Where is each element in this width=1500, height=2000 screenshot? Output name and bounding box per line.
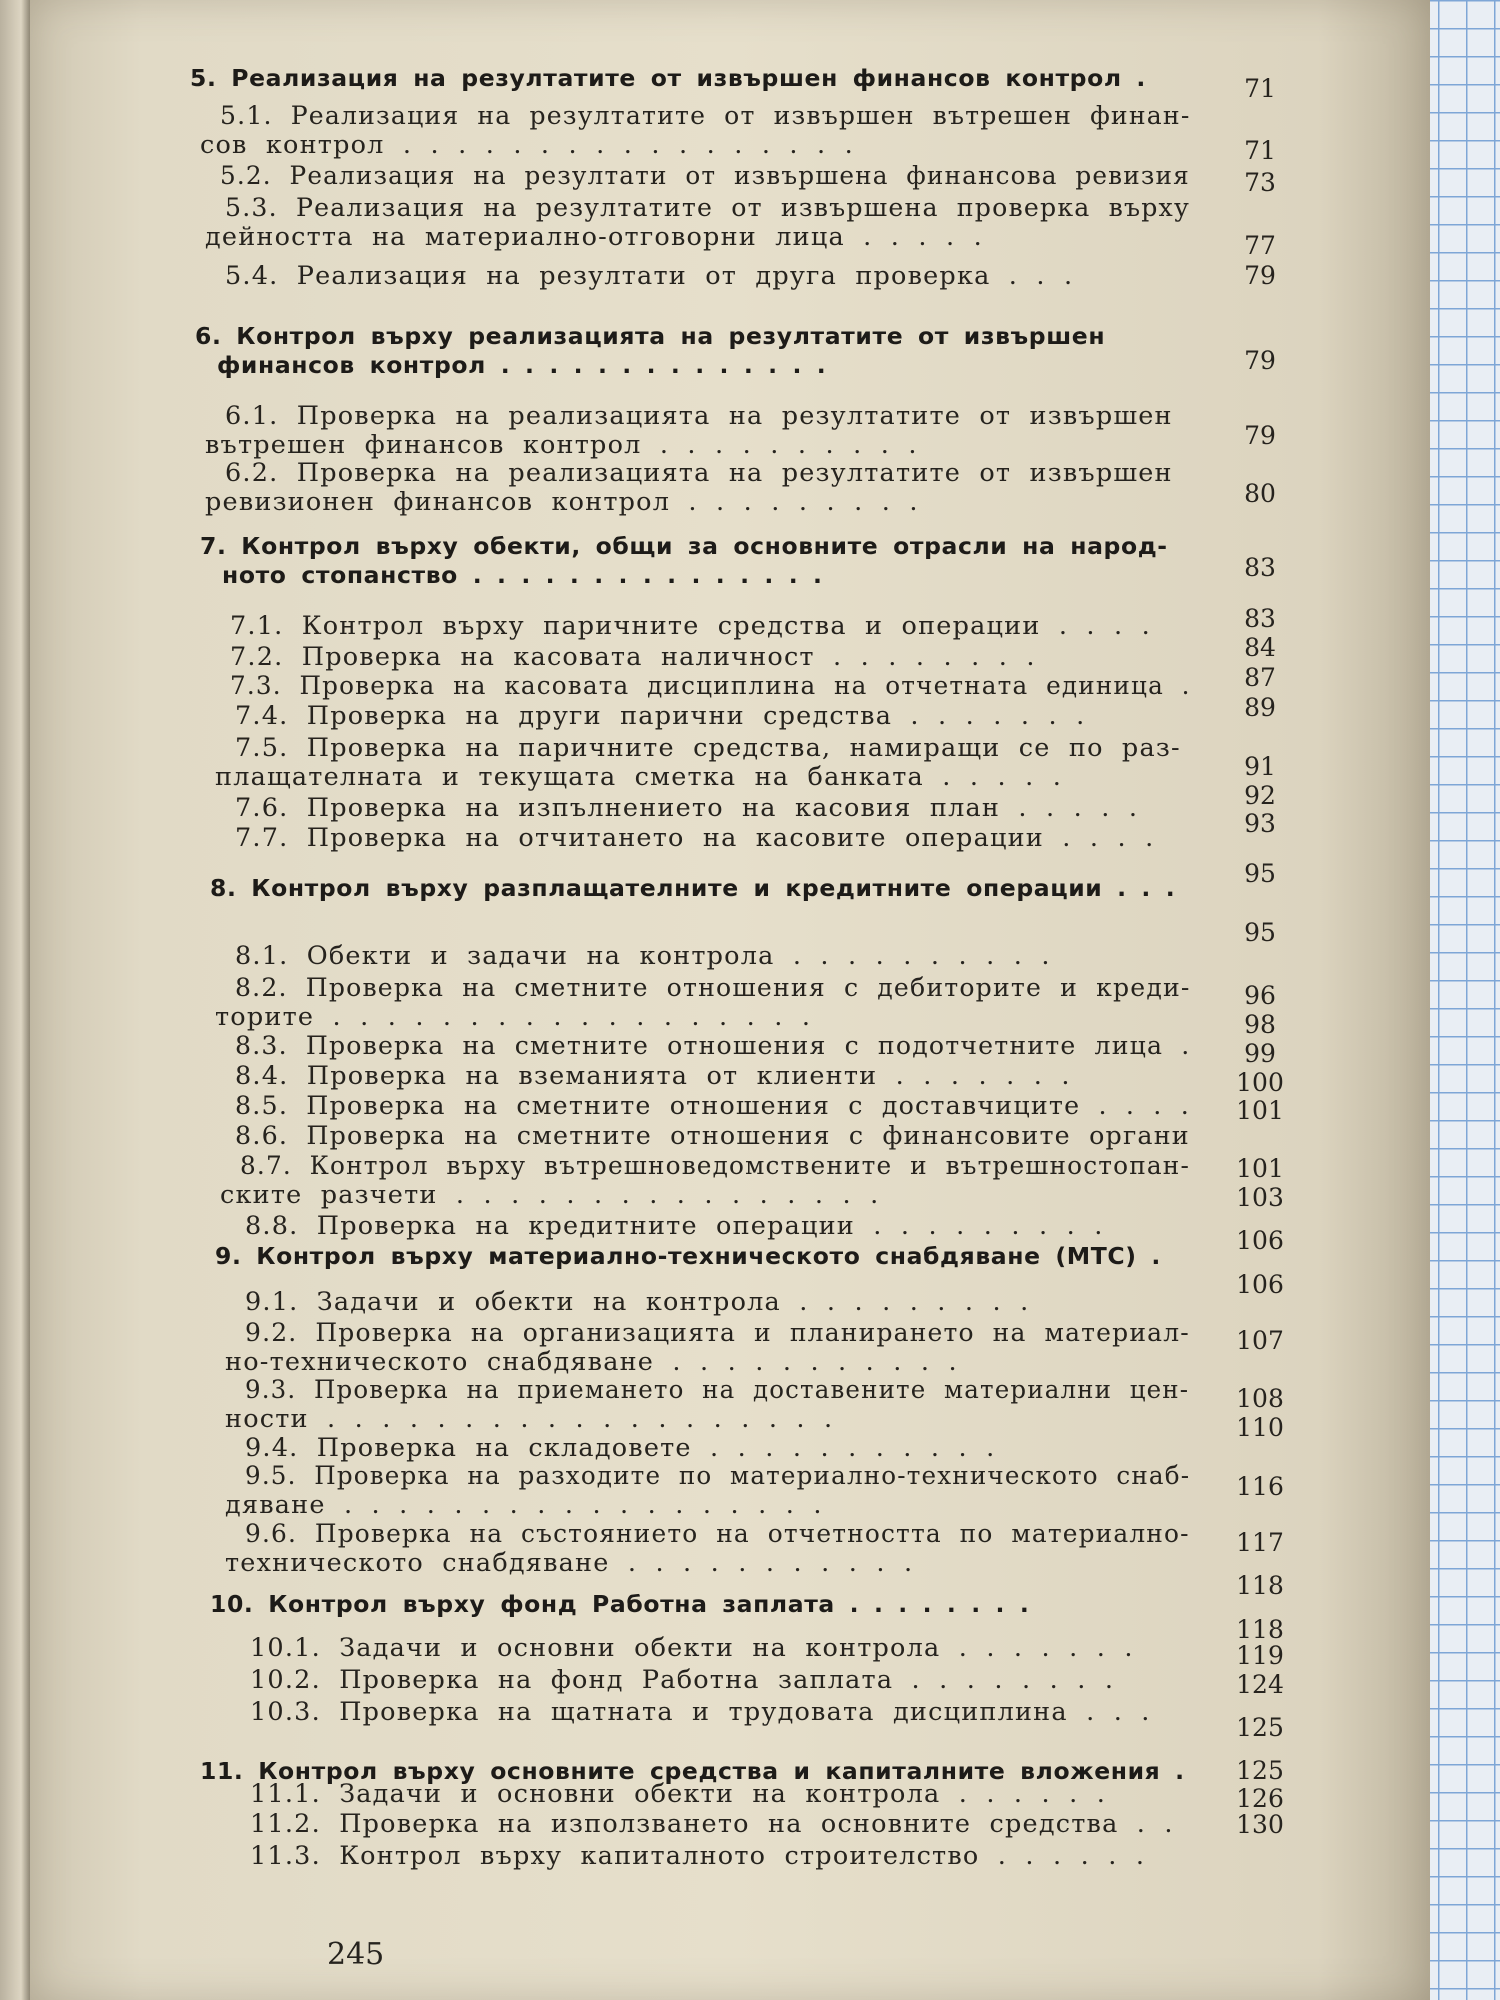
toc-page-number: 101: [1236, 1096, 1284, 1125]
toc-page-number: 91: [1244, 752, 1276, 781]
toc-page-number: 117: [1236, 1528, 1284, 1557]
toc-page-number: 100: [1236, 1068, 1284, 1097]
toc-page-number: 87: [1244, 663, 1276, 692]
toc-page-number: 79: [1244, 346, 1276, 375]
toc-page-number: 80: [1244, 479, 1276, 508]
toc-page-number: 126: [1236, 1784, 1284, 1813]
toc-entry-text: 11.3. Контрол върху капиталното строителство . . . . . .: [250, 1841, 1146, 1871]
toc-entry-text: 5.3. Реализация на резултатите от извършена проверка върху: [225, 193, 1190, 223]
toc-page-number: 101: [1236, 1154, 1284, 1183]
toc-entry-text: но-техническото снабдяване . . . . . . . . . . .: [225, 1347, 958, 1377]
toc-entry-text: 5. Реализация на резултатите от извършен финансов контрол .: [190, 64, 1146, 92]
toc-entry-text: вътрешен финансов контрол . . . . . . . . . .: [205, 430, 918, 460]
toc-page-number: 71: [1244, 74, 1276, 103]
toc-page-number: 108: [1236, 1384, 1284, 1413]
toc-entry-text: 7.6. Проверка на изпълнението на касовия план . . . . .: [235, 793, 1139, 823]
toc-entry-text: сов контрол . . . . . . . . . . . . . . . . .: [200, 130, 854, 160]
toc-entry-text: ревизионен финансов контрол . . . . . . . . .: [205, 487, 919, 517]
toc-page-number: 99: [1244, 1039, 1276, 1068]
toc-entry-text: 7.5. Проверка на паричните средства, намиращи се по раз-: [235, 733, 1181, 763]
toc-entry-text: 9.2. Проверка на организацията и планирането на материал-: [245, 1318, 1190, 1348]
toc-entry-text: 10.2. Проверка на фонд Работна заплата . . . . . . . .: [250, 1665, 1115, 1695]
toc-entry-text: 8.3. Проверка на сметните отношения с подотчетните лица .: [235, 1031, 1191, 1061]
toc-entry-text: 6. Контрол върху реализацията на резултатите от извършен: [195, 322, 1106, 350]
toc-page-number: 106: [1236, 1270, 1284, 1299]
toc-entry-text: 8.8. Проверка на кредитните операции . . . . . . . . .: [245, 1211, 1104, 1241]
table-of-contents: [30, 0, 1430, 2000]
toc-entry-text: 9. Контрол върху материално-техническото снабдяване (МТС) .: [215, 1242, 1161, 1270]
toc-page-number: 96: [1244, 981, 1276, 1010]
toc-entry-text: 7.4. Проверка на други парични средства . . . . . . .: [235, 701, 1086, 731]
toc-entry-text: 8.1. Обекти и задачи на контрола . . . . . . . . . .: [235, 941, 1051, 971]
toc-page-number: 119: [1236, 1641, 1284, 1670]
toc-page-number: 106: [1236, 1226, 1284, 1255]
toc-entry-text: 8. Контрол върху разплащателните и кредитните операции . . .: [210, 874, 1176, 902]
toc-entry-text: ските разчети . . . . . . . . . . . . . . . .: [220, 1180, 880, 1210]
toc-entry-text: 9.4. Проверка на складовете . . . . . . . . . . .: [245, 1433, 996, 1463]
toc-entry-text: 8.7. Контрол върху вътрешноведомствените и вътрешностопан-: [240, 1151, 1191, 1181]
toc-entry-text: 6.1. Проверка на реализацията на резултатите от извършен: [225, 401, 1173, 431]
toc-page-number: 89: [1244, 693, 1276, 722]
toc-page-number: 125: [1236, 1713, 1284, 1742]
toc-page-number: 79: [1244, 421, 1276, 450]
toc-entry-text: торите . . . . . . . . . . . . . . . . . .: [215, 1002, 812, 1032]
toc-entry-text: дяване . . . . . . . . . . . . . . . . . .: [225, 1490, 823, 1520]
toc-page-number: 79: [1244, 261, 1276, 290]
toc-entry-text: 11.2. Проверка на използването на основните средства . .: [250, 1809, 1174, 1839]
toc-page-number: 124: [1236, 1670, 1284, 1699]
page-number: 245: [327, 1937, 385, 1972]
toc-entry-text: 11.1. Задачи и основни обекти на контрола . . . . . .: [250, 1779, 1107, 1809]
toc-page-number: 125: [1236, 1756, 1284, 1785]
toc-entry-text: финансов контрол . . . . . . . . . . . . . .: [217, 351, 827, 379]
toc-entry-text: 9.5. Проверка на разходите по материално-техническото снаб-: [245, 1461, 1191, 1491]
toc-entry-text: 5.4. Реализация на резултати от друга проверка . . .: [225, 261, 1074, 291]
toc-entry-text: дейността на материално-отговорни лица . . . . .: [205, 222, 983, 252]
toc-page-number: 73: [1244, 168, 1276, 197]
toc-entry-text: техническото снабдяване . . . . . . . . . . .: [225, 1548, 914, 1578]
toc-entry-text: 10.3. Проверка на щатната и трудовата дисциплина . . .: [250, 1697, 1151, 1727]
toc-page-number: 83: [1244, 553, 1276, 582]
toc-page-number: 118: [1236, 1615, 1284, 1644]
toc-page-number: 71: [1244, 136, 1276, 165]
toc-entry-text: 8.4. Проверка на вземанията от клиенти . . . . . . .: [235, 1061, 1071, 1091]
toc-page-number: 93: [1244, 809, 1276, 838]
toc-page-number: 98: [1244, 1010, 1276, 1039]
toc-page-number: 95: [1244, 918, 1276, 947]
toc-page-number: 92: [1244, 781, 1276, 810]
toc-entry-text: 10. Контрол върху фонд Работна заплата . . . . . . . .: [210, 1590, 1030, 1618]
toc-page-number: 130: [1236, 1810, 1284, 1839]
toc-entry-text: 6.2. Проверка на реализацията на резултатите от извършен: [225, 458, 1173, 488]
toc-entry-text: 7.2. Проверка на касовата наличност . . . . . . . .: [230, 642, 1036, 672]
toc-entry-text: 9.3. Проверка на приемането на доставените материални цен-: [245, 1375, 1190, 1405]
toc-entry-text: 7. Контрол върху обекти, общи за основните отрасли на народ-: [200, 532, 1168, 560]
toc-entry-text: 11. Контрол върху основните средства и капиталните вложения .: [200, 1757, 1185, 1785]
toc-page-number: 84: [1244, 633, 1276, 662]
toc-entry-text: 7.7. Проверка на отчитането на касовите операции . . . .: [235, 823, 1155, 853]
toc-entry-text: 8.5. Проверка на сметните отношения с доставчиците . . . .: [235, 1091, 1190, 1121]
toc-page-number: 103: [1236, 1183, 1284, 1212]
toc-entry-text: 7.3. Проверка на касовата дисциплина на отчетната единица .: [230, 671, 1191, 701]
toc-entry-text: ности . . . . . . . . . . . . . . . . . . .: [225, 1404, 834, 1434]
toc-entry-text: 8.6. Проверка на сметните отношения с финансовите органи: [235, 1121, 1190, 1151]
toc-entry-text: 7.1. Контрол върху паричните средства и операции . . . .: [230, 611, 1151, 641]
toc-entry-text: 9.6. Проверка на състоянието на отчетността по материално-: [245, 1519, 1190, 1549]
toc-page-number: 95: [1244, 859, 1276, 888]
adjacent-page-edge: [0, 0, 30, 2000]
toc-entry-text: ното стопанство . . . . . . . . . . . . . . .: [222, 561, 823, 589]
book-page: [30, 0, 1430, 2000]
toc-entry-text: 5.2. Реализация на резултати от извършена финансова ревизия: [220, 161, 1190, 191]
toc-entry-text: 9.1. Задачи и обекти на контрола . . . . . . . . .: [245, 1287, 1030, 1317]
toc-page-number: 118: [1236, 1571, 1284, 1600]
toc-page-number: 107: [1236, 1326, 1284, 1355]
toc-entry-text: плащателната и текущата сметка на банката . . . . .: [215, 762, 1063, 792]
toc-entry-text: 8.2. Проверка на сметните отношения с дебиторите и креди-: [235, 973, 1191, 1003]
toc-entry-text: 10.1. Задачи и основни обекти на контрола . . . . . . .: [250, 1633, 1134, 1663]
toc-entry-text: 5.1. Реализация на резултатите от извършен вътрешен финан-: [220, 101, 1191, 131]
toc-page-number: 110: [1236, 1413, 1284, 1442]
toc-page-number: 116: [1236, 1472, 1284, 1501]
toc-page-number: 77: [1244, 231, 1276, 260]
toc-page-number: 83: [1244, 604, 1276, 633]
